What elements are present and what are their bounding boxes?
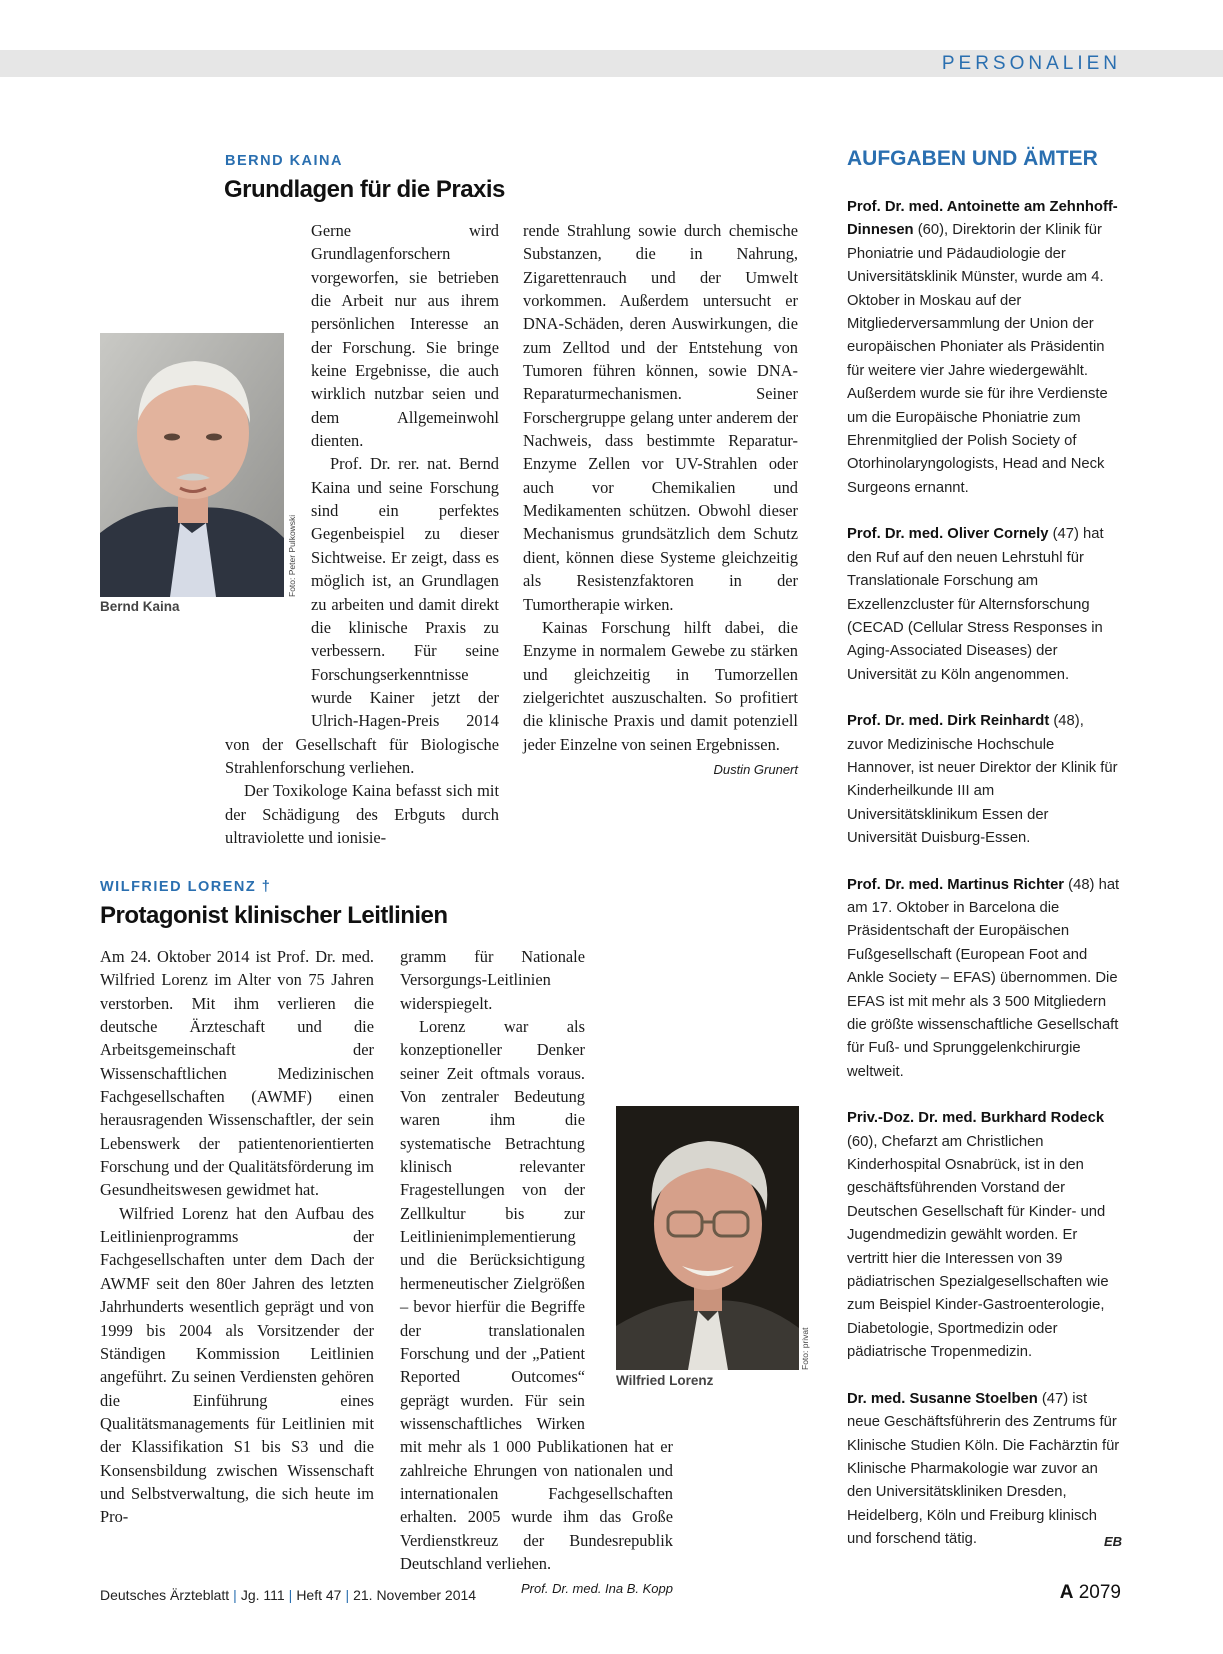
- sidebar-entries: [847, 196, 1122, 1554]
- article1-paragraph: Der Toxikologe Kaina befasst sich mit der Schädigung des Erbguts durch ultraviolette und ionisie-: [225, 781, 499, 847]
- footer-journal: Deutsches Ärzteblatt: [100, 1587, 230, 1603]
- article1-column-1: [225, 219, 499, 849]
- footer-citation: [100, 1587, 476, 1603]
- footer-issue: Heft 47: [296, 1587, 342, 1603]
- article1-kicker: BERND KAINA: [225, 153, 343, 169]
- sidebar-entry: [847, 523, 1122, 687]
- sidebar-entry-text: (47) ist neue Geschäftsführerin des Zentrums für Klinische Studien Köln. Die Fachärztin für Klinische Pharmakologie war zuvor an den Universitätskliniken Dresden, Heidelberg, Köln und Freiburg klinisch und forschend tätig.: [847, 1390, 1120, 1548]
- article2-paragraph: Wilfried Lorenz hat den Aufbau des Leitlinienprogramms der Fachgesellschaften unter dem Dach der AWMF seit den 80er Jahren des letzten Jahrhunderts wesentlich geprägt und von 1999 bis 2004 als Vorsitzender der Ständigen Kommission Leitlinien angeführt. Zu seinen Verdiensten gehören die Einführung eines Qualitätsmanagements für Leitlinien mit der Klassifikation S1 bis S3 und die Konsensbildung zwischen Wissenschaft und Selbstverwaltung, die sich heute im Pro-: [100, 1203, 374, 1527]
- sidebar-entry-name: Prof. Dr. med. Martinus Richter: [847, 876, 1065, 893]
- article1-paragraph: [523, 616, 798, 777]
- article1-paragraph-text: Kainas Forschung hilft dabei, die Enzyme in normalem Gewebe zu stärken und gleichzeitig in Tumorzellen zielgerichtet auszuschalten. So profitiert die klinische Praxis und damit potenziell jeder Einzelne von seinen Ergebnissen.: [523, 617, 798, 754]
- sidebar-entry-name: Dr. med. Susanne Stoelben: [847, 1390, 1038, 1407]
- footer-separator: |: [233, 1587, 237, 1603]
- wilfried-lorenz-photo-credit: Foto: privat: [800, 1327, 810, 1370]
- section-label: PERSONALIEN: [941, 53, 1121, 74]
- sidebar-entry-text: (48), zuvor Medizinische Hochschule Hannover, ist neuer Direktor der Klinik für Kinderheilkunde III am Universitätsklinikum Essen der Universität Duisburg-Essen.: [847, 713, 1118, 847]
- article2-headline: Protagonist klinischer Leitlinien: [100, 902, 448, 929]
- sidebar-entry: [847, 1388, 1122, 1552]
- wilfried-lorenz-photo-caption: Wilfried Lorenz: [616, 1373, 714, 1388]
- photo-wrap-spacer: [225, 311, 311, 713]
- bernd-kaina-photo-credit: Foto: Peter Pulkowski: [287, 514, 297, 597]
- sidebar-entry-name: Prof. Dr. med. Oliver Cornely: [847, 526, 1049, 543]
- page-prefix: A: [1059, 1582, 1074, 1603]
- article1-paragraph: rende Strahlung sowie durch chemische Substanzen, die in Nahrung, Zigarettenrauch und der Umwelt vorkommen. Außerdem untersucht er DNA-Schäden, deren Auswirkungen, die zum Zelltod und der Entstehung von Tumoren führen können, sowie DNA-Reparaturmechanismen. Seiner Forschergruppe gelang unter anderem der Nachweis, dass bestimmte Reparatur-Enzyme Zellen vor UV-Strahlen oder auch vor Chemikalien und Medikamenten schützen. Obwohl dieser Mechanismus grundsätzlich dem Schutz dient, können diese Systeme gleichzeitig als Resistenzfaktoren in der Tumortherapie wirken.: [523, 221, 798, 614]
- article2-column-1: [100, 945, 374, 1529]
- bernd-kaina-photo-caption: Bernd Kaina: [100, 599, 180, 614]
- sidebar-entry-text: (47) hat den Ruf auf den neuen Lehrstuhl für Translationale Forschung am Exzellenzcluster für Alternsforschung (CECAD (Cellular Stress Responses in Aging-Associated Diseases) der Universität zu Köln angenommen.: [847, 526, 1104, 683]
- sidebar-entry-text: (60), Chefarzt am Christlichen Kinderhospital Osnabrück, ist in den geschäftsführenden Vorstand der Deutschen Gesellschaft für Kinder- und Jugendmedizin gewählt worden. Er vertritt hier die Interessen von 39 pädiatrischen Spezialgesellschaften wie zum Beispiel Kinder-Gastroenterologie, Diabetologie, Sportmedizin oder pädiatrische Tropenmedizin.: [847, 1133, 1109, 1361]
- sidebar-entry: [847, 1107, 1122, 1364]
- sidebar-entry: [847, 874, 1122, 1085]
- sidebar-title: AUFGABEN UND ÄMTER: [847, 147, 1098, 170]
- footer-date: 21. November 2014: [353, 1587, 477, 1603]
- article1-column-2: [523, 219, 798, 781]
- sidebar-entry-name: Prof. Dr. med. Dirk Reinhardt: [847, 713, 1050, 730]
- article1-headline: Grundlagen für die Praxis: [224, 176, 505, 203]
- sidebar-entry-name: Priv.-Doz. Dr. med. Burkhard Rodeck: [847, 1110, 1105, 1127]
- article1-paragraph: Prof. Dr. rer. nat. Bernd Kaina und seine Forschung sind ein perfektes Gegenbeispiel zu dieser Sichtweise. Er zeigt, dass es möglich ist, an Grundlagen zu arbeiten und damit direkt die klinische Praxis zu verbessern. Für seine Forschungserkenntnisse wurde Kainer jetzt der Ulrich-Hagen-Preis 2014 von der Gesellschaft für Biologische Strahlenforschung verliehen.: [225, 454, 499, 777]
- article2-paragraph-text: Lorenz war als konzeptioneller Denker seiner Zeit oftmals voraus. Von zentraler Bedeutung waren ihm die systematische Betrachtung klinisch relevanter Fragestellungen von der Zellkultur bis zur Leitlinienimplementierung und die Berücksichtigung hermeneutischer Zielgrößen – bevor hierfür die Begriffe der translationalen Forschung und der „Patient Reported Outcomes“ geprägt wurden. Für sein wissenschaftliches Wirken mit mehr als 1 000 Publikationen hat er zahlreiche Ehrungen von nationalen und internationalen Fachgesellschaften erhalten. 2005 wurde ihm das Große Verdienstkreuz der Bundesrepublik Deutschland verliehen.: [400, 1017, 673, 1573]
- page-number-value: 2079: [1078, 1582, 1121, 1603]
- footer-separator: |: [288, 1587, 293, 1603]
- sidebar-entry: [847, 710, 1122, 850]
- sidebar-entry-text: (60), Direktorin der Klinik für Phoniatrie und Pädaudiologie der Universitätsklinik Münster, wurde am 4. Oktober in Moskau auf der Mitgliederversammlung der Union der europäischen Phoniater als Präsidentin für weitere vier Jahre wiedergewählt. Außerdem wurde sie für ihre Verdienste um die Europäische Phoniatrie zum Ehrenmitglied der Polish Society of Otorhinolaryngologists, Head and Neck Surgeons ernannt.: [847, 222, 1108, 496]
- sidebar-entry: [847, 196, 1122, 500]
- sidebar-entry-text: (48) hat am 17. Oktober in Barcelona die Präsidentschaft der Europäischen Fußgesellschaft (European Foot and Ankle Society – EFAS) übernommen. Die EFAS ist mit mehr als 3 500 Mitgliedern die größte wissenschaftliche Gesellschaft für Fuß- und Sprunggelenkchirurgie weltweit.: [847, 876, 1120, 1080]
- photo-wrap-spacer: [585, 1105, 673, 1412]
- sidebar-entry-name: Prof. Dr. med. Antoinette am Zehnhoff-Dinnesen: [847, 199, 1118, 239]
- article2-paragraph: Am 24. Oktober 2014 ist Prof. Dr. med. Wilfried Lorenz im Alter von 75 Jahren verstorben. Mit ihm verlieren die deutsche Ärzteschaft und die Arbeitsgemeinschaft der Wissenschaftlichen Medizinischen Fachgesellschaften (AWMF) einen herausragenden Wissenschaftler, der sein Lebenswerk der patientenorientierten Forschung und der Qualitätsförderung im Gesundheitswesen gewidmet hat.: [100, 947, 374, 1200]
- article1-author: Dustin Grunert: [713, 761, 798, 777]
- article2-author: Prof. Dr. med. Ina B. Kopp: [521, 1581, 673, 1597]
- article2-paragraph: gramm für Nationale Versorgungs-Leitlinien widerspiegelt.: [400, 947, 585, 1013]
- article2-column-2: [400, 945, 673, 1601]
- sidebar-author: EB: [1103, 1534, 1122, 1550]
- page-number: [1060, 1582, 1121, 1604]
- article1-paragraph: Gerne wird Grundlagenforschern vorgeworfen, sie betrieben die Arbeit nur aus ihrem persönlichen Interesse an der Forschung. Sie bringe keine Ergebnisse, die auch wirklich nutzbar seien und dem Allgemeinwohl dienten.: [311, 221, 499, 451]
- footer-volume: Jg. 111: [240, 1587, 285, 1603]
- footer-separator: |: [345, 1587, 350, 1603]
- article2-kicker: WILFRIED LORENZ †: [100, 879, 272, 895]
